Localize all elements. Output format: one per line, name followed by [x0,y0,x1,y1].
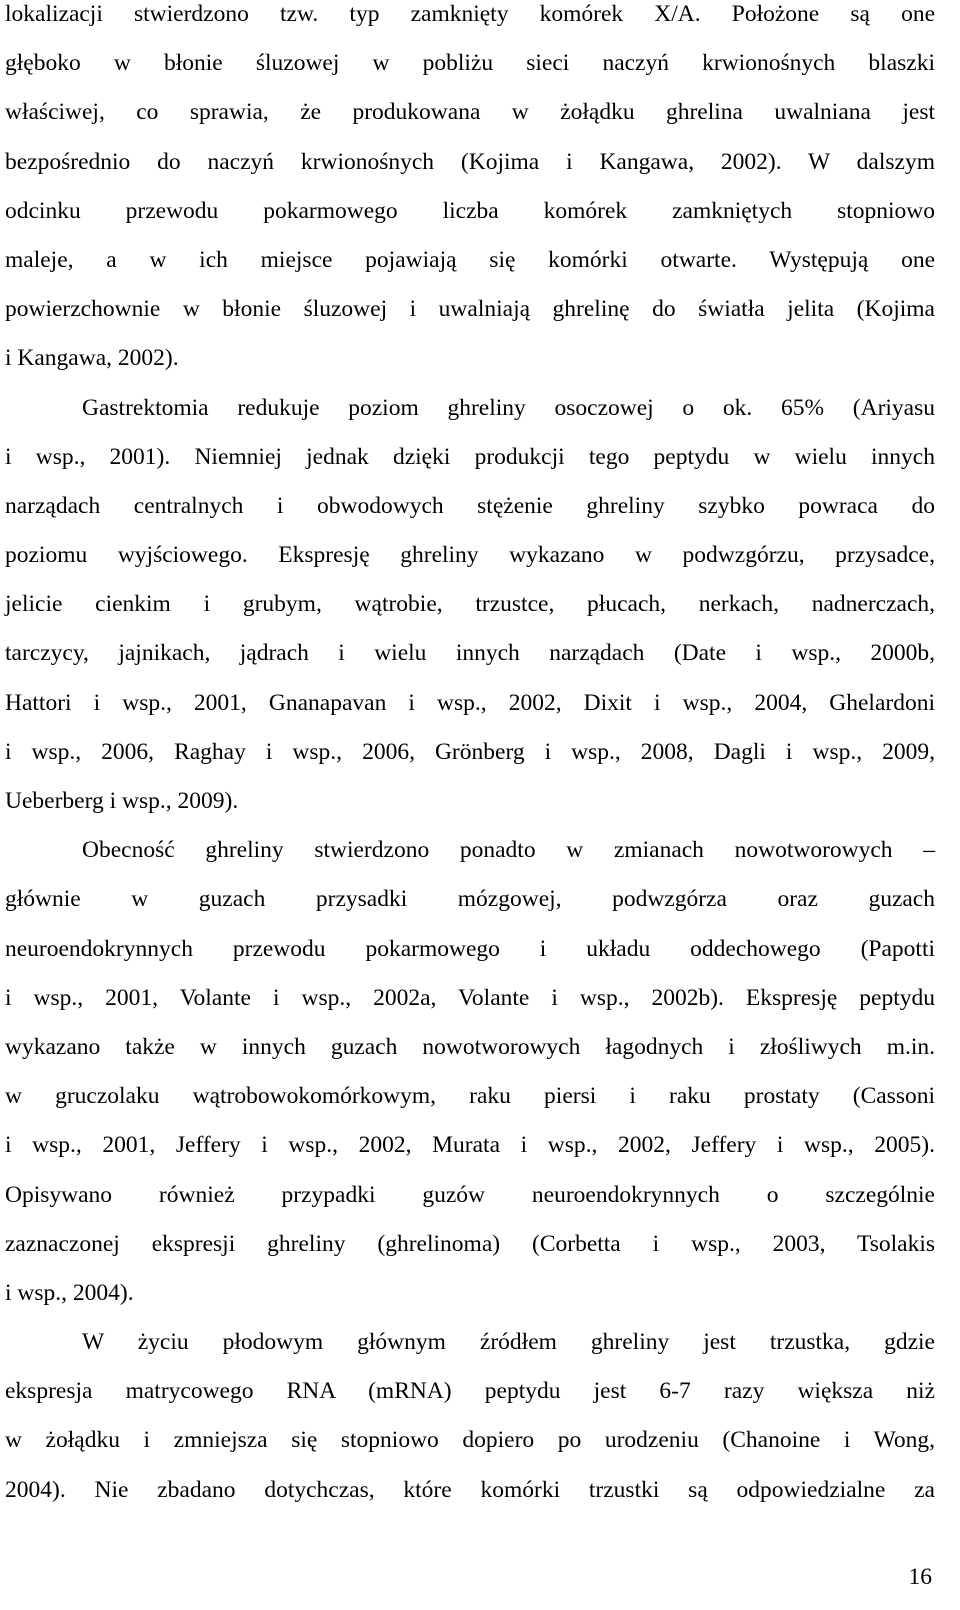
text-line: i wsp., 2001). Niemniej jednak dzięki produkcji tego peptydu w wielu innych [5,443,935,470]
text-line: Ueberberg i wsp., 2009). [5,788,239,814]
text-line: tarczycy, jajnikach, jądrach i wielu innych narządach (Date i wsp., 2000b, [5,640,935,667]
text-line: narządach centralnych i obwodowych stężenie ghreliny szybko powraca do [5,492,935,519]
text-line: i wsp., 2006, Raghay i wsp., 2006, Grönberg i wsp., 2008, Dagli i wsp., 2009, [5,738,935,765]
text-line: Opisywano również przypadki guzów neuroendokrynnych o szczególnie [5,1181,935,1208]
text-line: maleje, a w ich miejsce pojawiają się komórki otwarte. Występują one [5,246,935,273]
text-line: właściwej, co sprawia, że produkowana w żołądku ghrelina uwalniana jest [5,99,935,126]
page-number: 16 [908,1564,932,1590]
text-line: bezpośrednio do naczyń krwionośnych (Kojima i Kangawa, 2002). W dalszym [5,148,935,175]
text-line: 2004). Nie zbadano dotychczas, które komórki trzustki są odpowiedzialne za [5,1476,935,1503]
document-page [5,0,935,1515]
text-line: głównie w guzach przysadki mózgowej, podwzgórza oraz guzach [5,886,935,913]
text-line: zaznaczonej ekspresji ghreliny (ghrelinoma) (Corbetta i wsp., 2003, Tsolakis [5,1230,935,1257]
text-line: Obecność ghreliny stwierdzono ponadto w zmianach nowotworowych – [82,837,935,864]
text-line: poziomu wyjściowego. Ekspresję ghreliny wykazano w podwzgórzu, przysadce, [5,542,935,569]
text-line: i wsp., 2004). [5,1279,134,1306]
text-line: ekspresja matrycowego RNA (mRNA) peptydu jest 6-7 razy większa niż [5,1378,935,1405]
text-line: lokalizacji stwierdzono tzw. typ zamknięty komórek X/A. Położone są one [5,1,935,27]
body-paragraph [5,826,935,1318]
text-line: wykazano także w innych guzach nowotworowych łagodnych i złośliwych m.in. [5,1033,935,1060]
body-paragraph [5,1318,935,1515]
text-line: W życiu płodowym głównym źródłem ghreliny jest trzustka, gdzie [82,1329,935,1356]
text-line: jelicie cienkim i grubym, wątrobie, trzustce, płucach, nerkach, nadnerczach, [5,591,935,618]
text-line: i wsp., 2001, Volante i wsp., 2002a, Volante i wsp., 2002b). Ekspresję peptydu [5,984,935,1011]
text-line: w żołądku i zmniejsza się stopniowo dopiero po urodzeniu (Chanoine i Wong, [5,1427,935,1454]
text-line: głęboko w błonie śluzowej w pobliżu sieci naczyń krwionośnych blaszki [5,50,935,77]
text-line: i Kangawa, 2002). [5,345,179,372]
text-line: i wsp., 2001, Jeffery i wsp., 2002, Murata i wsp., 2002, Jeffery i wsp., 2005). [5,1132,935,1159]
text-line: w gruczolaku wątrobowokomórkowym, raku piersi i raku prostaty (Cassoni [5,1083,935,1110]
text-line: Hattori i wsp., 2001, Gnanapavan i wsp., 2002, Dixit i wsp., 2004, Ghelardoni [5,689,935,716]
text-line: Gastrektomia redukuje poziom ghreliny osoczowej o ok. 65% (Ariyasu [82,394,935,421]
body-paragraph [5,384,935,827]
text-line: neuroendokrynnych przewodu pokarmowego i układu oddechowego (Papotti [5,935,935,962]
text-line: powierzchownie w błonie śluzowej i uwalniają ghrelinę do światła jelita (Kojima [5,296,935,323]
body-paragraph [5,0,935,384]
text-line: odcinku przewodu pokarmowego liczba komórek zamkniętych stopniowo [5,197,935,224]
